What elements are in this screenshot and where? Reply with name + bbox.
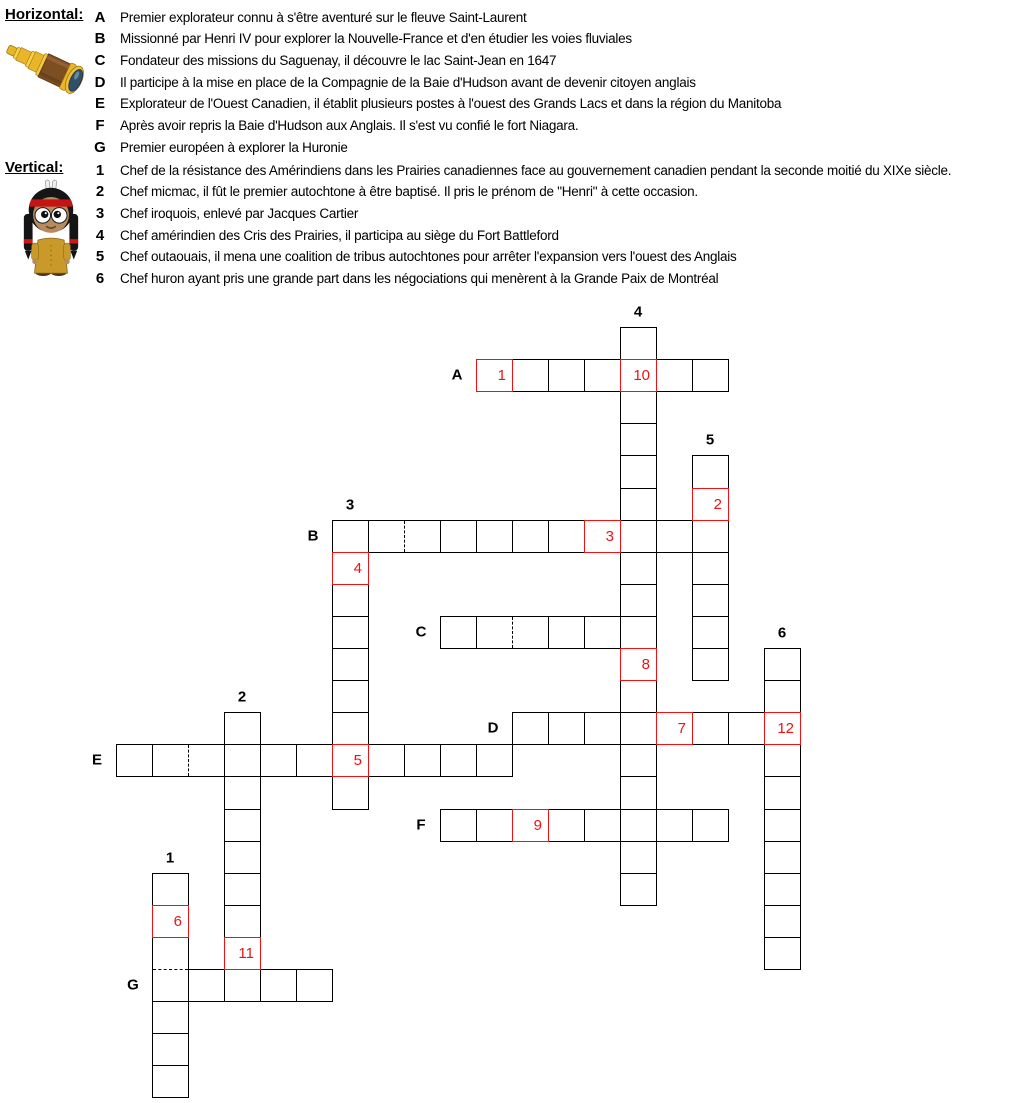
numbered-red-cell[interactable] [512, 809, 549, 842]
grid-cell[interactable] [620, 423, 657, 456]
grid-cell[interactable] [476, 744, 513, 777]
grid-cell[interactable] [692, 712, 729, 745]
horizontal-clue-C [88, 49, 556, 71]
column-label-1: 1 [165, 849, 175, 867]
numbered-red-cell[interactable] [476, 359, 513, 392]
grid-cell[interactable] [188, 744, 225, 777]
grid-cell[interactable] [476, 809, 513, 842]
grid-cell[interactable] [296, 969, 333, 1002]
grid-cell[interactable] [764, 776, 801, 810]
row-label-F: F [416, 816, 426, 834]
grid-cell[interactable] [440, 744, 477, 777]
clue-text: Il participe à la mise en place de la Compagnie de la Baie d'Hudson avant de devenir citoyen anglais [120, 74, 696, 90]
grid-cell[interactable] [656, 520, 693, 553]
word-break-dashed-line [404, 521, 405, 552]
numbered-red-cell[interactable] [584, 520, 621, 553]
red-cell-number: 7 [677, 720, 686, 737]
grid-cell[interactable] [764, 648, 801, 681]
grid-cell[interactable] [620, 552, 657, 585]
clue-key: C [94, 51, 106, 69]
grid-cell[interactable] [620, 841, 657, 874]
grid-cell[interactable] [476, 520, 513, 553]
grid-cell[interactable] [224, 841, 261, 874]
grid-cell[interactable] [692, 520, 729, 553]
clue-text: Explorateur de l'Ouest Canadien, il établit plusieurs postes à l'ouest des Grands Lacs et dans la région du Manitoba [120, 96, 782, 112]
horizontal-section-header: Horizontal: [5, 6, 84, 23]
red-cell-number: 3 [605, 528, 614, 545]
grid-cell[interactable] [440, 616, 477, 649]
word-break-dashed-line [188, 745, 189, 776]
grid-cell[interactable] [368, 520, 405, 553]
grid-cell[interactable] [404, 520, 441, 553]
horizontal-clue-F [88, 115, 578, 137]
red-cell-number: 12 [777, 720, 794, 737]
grid-cell[interactable] [692, 616, 729, 649]
grid-cell[interactable] [152, 744, 189, 777]
red-cell-number: 9 [533, 817, 542, 834]
grid-cell[interactable] [296, 744, 333, 777]
grid-cell[interactable] [620, 391, 657, 424]
grid-cell[interactable] [584, 809, 621, 842]
grid-cell[interactable] [728, 712, 765, 745]
numbered-red-cell[interactable] [332, 552, 369, 585]
grid-cell[interactable] [332, 584, 369, 617]
horizontal-clue-G [88, 136, 348, 158]
column-label-3: 3 [345, 496, 355, 514]
clue-text: Après avoir repris la Baie d'Hudson aux Anglais. Il s'est vu confié le fort Niagara. [120, 118, 579, 133]
clue-key: 5 [95, 248, 105, 266]
grid-cell[interactable] [512, 712, 549, 745]
grid-cell[interactable] [620, 488, 657, 521]
grid-cell[interactable] [620, 873, 657, 906]
grid-cell[interactable] [332, 520, 369, 553]
clue-key: B [94, 30, 106, 48]
clue-text: Chef amérindien des Cris des Prairies, il participa au siège du Fort Battleford [120, 227, 559, 243]
grid-cell[interactable] [764, 809, 801, 842]
clue-text: Chef micmac, il fût le premier autochtone à être baptisé. Il pris le prénom de "Henri" à cette occasion. [120, 184, 698, 200]
grid-cell[interactable] [548, 712, 585, 745]
row-label-E: E [91, 751, 103, 769]
grid-cell[interactable] [764, 905, 801, 938]
row-label-A: A [451, 366, 463, 384]
grid-cell[interactable] [152, 1033, 189, 1066]
row-label-G: G [127, 976, 139, 994]
grid-cell[interactable] [152, 1001, 189, 1034]
grid-cell[interactable] [620, 616, 657, 649]
grid-cell[interactable] [224, 776, 261, 810]
grid-cell[interactable] [548, 359, 585, 392]
grid-cell[interactable] [224, 809, 261, 842]
grid-cell[interactable] [512, 520, 549, 553]
vertical-clue-5 [88, 246, 737, 268]
grid-cell[interactable] [584, 359, 621, 392]
telescope-icon [2, 37, 90, 100]
numbered-red-cell[interactable] [692, 488, 729, 521]
word-break-dashed-line [512, 617, 513, 648]
clue-text: Chef outaouais, il mena une coalition de tribus autochtones pour arrêter l'expansion vers l'ouest des Anglais [120, 249, 737, 265]
grid-cell[interactable] [584, 712, 621, 745]
horizontal-clue-A [88, 6, 527, 28]
clue-key: 6 [95, 270, 105, 287]
grid-cell[interactable] [224, 873, 261, 906]
clue-text: Chef de la résistance des Amérindiens dans les Prairies canadiennes face au gouvernement canadien pendant la seconde moitié du XIXe siècle. [120, 162, 952, 178]
row-label-C: C [415, 623, 427, 641]
grid-cell[interactable] [656, 809, 693, 842]
grid-cell[interactable] [764, 873, 801, 906]
grid-cell[interactable] [584, 616, 621, 649]
grid-cell[interactable] [764, 744, 801, 777]
grid-cell[interactable] [692, 648, 729, 681]
vertical-clue-3 [88, 202, 358, 224]
clue-text: Missionné par Henri IV pour explorer la Nouvelle-France et d'en étudier les voies fluviales [120, 31, 632, 47]
vertical-clue-4 [88, 224, 559, 246]
red-cell-number: 11 [238, 945, 254, 962]
numbered-red-cell[interactable] [224, 937, 261, 970]
numbered-red-cell[interactable] [620, 648, 657, 681]
grid-cell[interactable] [620, 776, 657, 810]
clue-text: Premier explorateur connu à s'être aventuré sur le fleuve Saint-Laurent [120, 9, 527, 25]
grid-cell[interactable] [332, 712, 369, 745]
grid-cell[interactable] [332, 776, 369, 810]
red-cell-number: 1 [497, 367, 506, 384]
grid-cell[interactable] [620, 520, 657, 553]
grid-cell[interactable] [188, 969, 225, 1002]
vertical-clue-1 [88, 159, 951, 181]
grid-cell[interactable] [692, 455, 729, 489]
red-cell-number: 10 [633, 367, 650, 384]
grid-cell[interactable] [620, 327, 657, 360]
red-cell-number: 5 [353, 752, 362, 769]
clue-text: Fondateur des missions du Saguenay, il découvre le lac Saint-Jean en 1647 [120, 52, 557, 68]
grid-cell[interactable] [260, 744, 297, 777]
clue-key: 1 [95, 161, 105, 179]
grid-cell[interactable] [692, 359, 729, 392]
grid-cell[interactable] [368, 744, 405, 777]
clue-key: F [95, 117, 105, 134]
grid-cell[interactable] [116, 744, 153, 777]
red-cell-number: 6 [173, 913, 182, 930]
red-cell-number: 8 [641, 656, 650, 673]
grid-cell[interactable] [332, 616, 369, 649]
numbered-red-cell[interactable] [332, 744, 369, 777]
grid-cell[interactable] [152, 873, 189, 906]
grid-cell[interactable] [476, 616, 513, 649]
clue-key: 3 [95, 204, 105, 222]
clue-key: E [94, 95, 105, 113]
grid-cell[interactable] [512, 616, 549, 649]
grid-cell[interactable] [332, 680, 369, 713]
grid-cell[interactable] [152, 969, 189, 1002]
red-cell-number: 2 [713, 496, 722, 513]
grid-cell[interactable] [224, 712, 261, 745]
grid-cell[interactable] [656, 359, 693, 392]
grid-cell[interactable] [620, 680, 657, 713]
native-chief-character-icon [19, 179, 83, 276]
vertical-clue-2 [88, 181, 698, 203]
clue-text: Chef iroquois, enlevé par Jacques Cartier [120, 205, 359, 221]
grid-cell[interactable] [260, 969, 297, 1002]
grid-cell[interactable] [404, 744, 441, 777]
grid-cell[interactable] [620, 584, 657, 617]
clue-key: G [94, 138, 106, 156]
grid-cell[interactable] [440, 520, 477, 553]
grid-cell[interactable] [764, 841, 801, 874]
grid-cell[interactable] [152, 937, 189, 970]
clue-text: Chef huron ayant pris une grande part dans les négociations qui menèrent à la Grande Paix de Montréal [120, 271, 719, 286]
grid-cell[interactable] [620, 712, 657, 745]
column-label-6: 6 [777, 624, 787, 642]
column-label-5: 5 [705, 431, 715, 449]
grid-cell[interactable] [548, 809, 585, 842]
numbered-red-cell[interactable] [620, 359, 657, 392]
grid-cell[interactable] [692, 809, 729, 842]
grid-cell[interactable] [764, 680, 801, 713]
grid-cell[interactable] [332, 648, 369, 681]
clue-key: 2 [95, 183, 105, 201]
column-label-4: 4 [633, 303, 643, 321]
row-label-B: B [307, 527, 319, 545]
grid-cell[interactable] [692, 552, 729, 585]
horizontal-clue-D [88, 71, 696, 93]
grid-cell[interactable] [620, 744, 657, 777]
horizontal-clue-B [88, 28, 632, 50]
grid-cell[interactable] [548, 520, 585, 553]
grid-cell[interactable] [692, 584, 729, 617]
column-label-2: 2 [237, 688, 247, 706]
grid-cell[interactable] [224, 969, 261, 1002]
grid-cell[interactable] [224, 905, 261, 938]
numbered-red-cell[interactable] [656, 712, 693, 745]
vertical-section-header: Vertical: [5, 159, 64, 176]
grid-cell[interactable] [440, 809, 477, 842]
clue-key: D [94, 73, 106, 91]
grid-cell[interactable] [152, 1065, 189, 1098]
word-break-dashed-line [153, 969, 188, 970]
vertical-clue-6 [88, 268, 718, 290]
row-label-D: D [487, 719, 499, 737]
grid-cell[interactable] [512, 359, 549, 392]
numbered-red-cell[interactable] [152, 905, 189, 938]
grid-cell[interactable] [548, 616, 585, 649]
grid-cell[interactable] [620, 809, 657, 842]
horizontal-clue-E [88, 93, 781, 115]
clue-key: A [94, 8, 106, 26]
red-cell-number: 4 [353, 560, 362, 577]
grid-cell[interactable] [764, 937, 801, 970]
grid-cell[interactable] [224, 744, 261, 777]
grid-cell[interactable] [620, 455, 657, 489]
clue-text: Premier européen à explorer la Huronie [120, 139, 348, 155]
numbered-red-cell[interactable] [764, 712, 801, 745]
clue-key: 4 [95, 226, 105, 244]
